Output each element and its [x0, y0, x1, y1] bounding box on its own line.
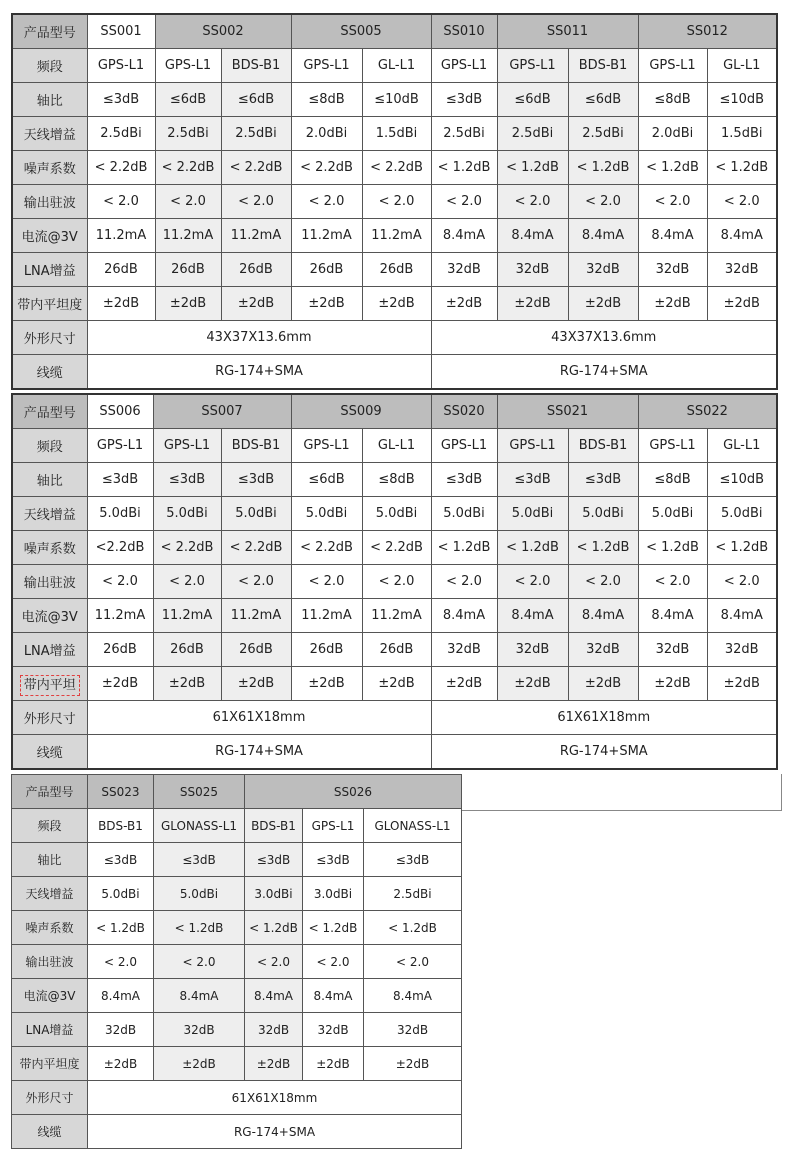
cell: 8.4mA	[497, 219, 568, 253]
row-label: LNA增益	[12, 253, 87, 287]
cell: ≤3dB	[303, 843, 364, 877]
table-row	[12, 49, 777, 83]
cell: ≤3dB	[431, 83, 497, 117]
cell: < 2.0	[87, 565, 153, 599]
cell: 8.4mA	[245, 979, 303, 1013]
table-row	[12, 185, 777, 219]
cell: < 1.2dB	[638, 531, 707, 565]
row-label: 频段	[12, 49, 87, 83]
model-name: SS002	[155, 14, 291, 49]
table-row	[12, 911, 462, 945]
cell: < 2.2dB	[87, 151, 155, 185]
cell: ≤3dB	[87, 463, 153, 497]
cell: 2.5dBi	[87, 117, 155, 151]
spec-table-1	[11, 13, 778, 390]
cell: ±2dB	[87, 667, 153, 701]
cell: ±2dB	[154, 1047, 245, 1081]
cell: < 2.0	[154, 945, 245, 979]
cell: < 2.0	[497, 565, 568, 599]
table-row	[12, 429, 777, 463]
cell: ±2dB	[707, 287, 777, 321]
cell: 2.5dBi	[364, 877, 462, 911]
cell: < 2.0	[88, 945, 154, 979]
row-label: 轴比	[12, 83, 87, 117]
cell: ±2dB	[291, 667, 362, 701]
model-name: SS012	[638, 14, 777, 49]
table-row	[12, 151, 777, 185]
cell: GPS-L1	[638, 429, 707, 463]
table-row	[12, 979, 462, 1013]
cell: < 1.2dB	[497, 531, 568, 565]
model-header-label: 产品型号	[12, 14, 87, 49]
cell: 5.0dBi	[88, 877, 154, 911]
cell: < 2.0	[87, 185, 155, 219]
table-row	[12, 735, 777, 770]
row-label: 外形尺寸	[12, 321, 87, 355]
cell: ±2dB	[497, 287, 568, 321]
row-label: 线缆	[12, 735, 87, 770]
cell: < 1.2dB	[303, 911, 364, 945]
cable-cell: RG-174+SMA	[431, 735, 777, 770]
cable-cell: RG-174+SMA	[87, 735, 431, 770]
cell: 26dB	[87, 253, 155, 287]
cell: 32dB	[497, 253, 568, 287]
cell: ≤3dB	[568, 463, 638, 497]
cell: 11.2mA	[362, 599, 431, 633]
row-label: 电流@3V	[12, 219, 87, 253]
size-cell: 43X37X13.6mm	[87, 321, 431, 355]
cell: ±2dB	[497, 667, 568, 701]
cell: GPS-L1	[638, 49, 707, 83]
cable-cell: RG-174+SMA	[88, 1115, 462, 1149]
cell: 8.4mA	[638, 219, 707, 253]
cell: ±2dB	[638, 667, 707, 701]
model-header-label: 产品型号	[12, 775, 88, 809]
row-label: 外形尺寸	[12, 701, 87, 735]
model-name: SS009	[291, 394, 431, 429]
model-row	[12, 14, 777, 49]
cell: ±2dB	[291, 287, 362, 321]
cell: ±2dB	[568, 667, 638, 701]
model-name: SS001	[87, 14, 155, 49]
cell: GPS-L1	[155, 49, 221, 83]
cell: ≤6dB	[568, 83, 638, 117]
cell: ±2dB	[88, 1047, 154, 1081]
table-row	[12, 253, 777, 287]
cell: < 1.2dB	[245, 911, 303, 945]
table-row	[12, 877, 462, 911]
cell: 11.2mA	[362, 219, 431, 253]
row-label: 电流@3V	[12, 979, 88, 1013]
cell: 11.2mA	[87, 219, 155, 253]
row-label: 轴比	[12, 843, 88, 877]
cell: 26dB	[153, 633, 221, 667]
cell: GL-L1	[362, 49, 431, 83]
cell: 2.0dBi	[291, 117, 362, 151]
cell: 2.0dBi	[638, 117, 707, 151]
table-row	[12, 117, 777, 151]
cell: ≤3dB	[245, 843, 303, 877]
cell: GLONASS-L1	[364, 809, 462, 843]
cell: ≤3dB	[154, 843, 245, 877]
cell: 3.0dBi	[245, 877, 303, 911]
cell: ±2dB	[431, 287, 497, 321]
table-row	[12, 701, 777, 735]
cell: 5.0dBi	[707, 497, 777, 531]
cell: 8.4mA	[303, 979, 364, 1013]
cell: < 2.2dB	[362, 151, 431, 185]
cell: 11.2mA	[291, 219, 362, 253]
cell: ≤10dB	[707, 83, 777, 117]
table-row	[12, 497, 777, 531]
cell: < 2.2dB	[291, 531, 362, 565]
size-cell: 61X61X18mm	[88, 1081, 462, 1115]
cell: 32dB	[568, 633, 638, 667]
table-row	[12, 83, 777, 117]
cell: GL-L1	[707, 429, 777, 463]
cell: 8.4mA	[431, 219, 497, 253]
model-name: SS020	[431, 394, 497, 429]
cell: < 2.0	[364, 945, 462, 979]
model-name: SS005	[291, 14, 431, 49]
cell: 8.4mA	[364, 979, 462, 1013]
size-cell: 43X37X13.6mm	[431, 321, 777, 355]
cell: ±2dB	[221, 667, 291, 701]
cell: 32dB	[431, 253, 497, 287]
cell: ±2dB	[303, 1047, 364, 1081]
cell: < 2.2dB	[153, 531, 221, 565]
cell: ≤8dB	[362, 463, 431, 497]
cell: 5.0dBi	[291, 497, 362, 531]
table-row	[12, 633, 777, 667]
cell: < 1.2dB	[707, 531, 777, 565]
cell: ±2dB	[245, 1047, 303, 1081]
cell: GPS-L1	[497, 49, 568, 83]
row-label: 电流@3V	[12, 599, 87, 633]
cell: ≤3dB	[87, 83, 155, 117]
cell: 26dB	[362, 253, 431, 287]
cell: 11.2mA	[155, 219, 221, 253]
cell: ≤8dB	[638, 83, 707, 117]
cell: ≤3dB	[431, 463, 497, 497]
cell: ≤10dB	[362, 83, 431, 117]
model-name: SS025	[154, 775, 245, 809]
cell: 2.5dBi	[155, 117, 221, 151]
row-label: LNA增益	[12, 1013, 88, 1047]
cell: GLONASS-L1	[154, 809, 245, 843]
table-row	[12, 843, 462, 877]
cell: ±2dB	[638, 287, 707, 321]
cell: ±2dB	[87, 287, 155, 321]
row-label: 天线增益	[12, 117, 87, 151]
cell: < 1.2dB	[707, 151, 777, 185]
cell: 11.2mA	[87, 599, 153, 633]
cell: GPS-L1	[87, 49, 155, 83]
size-cell: 61X61X18mm	[431, 701, 777, 735]
cell: < 2.0	[362, 185, 431, 219]
cell: 5.0dBi	[497, 497, 568, 531]
cell: < 1.2dB	[88, 911, 154, 945]
table-row	[12, 531, 777, 565]
table-row	[12, 219, 777, 253]
cell: 32dB	[638, 633, 707, 667]
cell: 26dB	[291, 633, 362, 667]
cell: 2.5dBi	[221, 117, 291, 151]
cell: < 2.0	[638, 565, 707, 599]
cell: ≤10dB	[707, 463, 777, 497]
cell: < 2.0	[245, 945, 303, 979]
row-label: 频段	[12, 429, 87, 463]
cell: < 1.2dB	[568, 531, 638, 565]
cell: 11.2mA	[153, 599, 221, 633]
model-name: SS007	[153, 394, 291, 429]
cell: 26dB	[221, 633, 291, 667]
row-label: 输出驻波	[12, 565, 87, 599]
cell: 2.5dBi	[431, 117, 497, 151]
cable-cell: RG-174+SMA	[431, 355, 777, 390]
cell: GPS-L1	[153, 429, 221, 463]
cell: <2.2dB	[87, 531, 153, 565]
cell: 32dB	[431, 633, 497, 667]
table-row	[12, 287, 777, 321]
cell: 32dB	[303, 1013, 364, 1047]
model-row	[12, 775, 462, 809]
cell: < 2.0	[707, 565, 777, 599]
cable-cell: RG-174+SMA	[87, 355, 431, 390]
model-header-label: 产品型号	[12, 394, 87, 429]
cell: 3.0dBi	[303, 877, 364, 911]
cell: ≤6dB	[155, 83, 221, 117]
cell: ≤6dB	[221, 83, 291, 117]
cell: BDS-B1	[568, 429, 638, 463]
cell: 32dB	[568, 253, 638, 287]
cell: 1.5dBi	[362, 117, 431, 151]
cell: < 2.2dB	[291, 151, 362, 185]
cell: 8.4mA	[431, 599, 497, 633]
cell: 5.0dBi	[362, 497, 431, 531]
cell: < 2.0	[291, 185, 362, 219]
cell: < 2.2dB	[362, 531, 431, 565]
model-name: SS021	[497, 394, 638, 429]
cell: 32dB	[497, 633, 568, 667]
row-label: 天线增益	[12, 497, 87, 531]
cell: 5.0dBi	[154, 877, 245, 911]
model-name: SS011	[497, 14, 638, 49]
model-row	[12, 394, 777, 429]
cell: < 2.0	[638, 185, 707, 219]
model-name: SS022	[638, 394, 777, 429]
model-name: SS006	[87, 394, 153, 429]
cell: 8.4mA	[568, 219, 638, 253]
cell: < 2.0	[568, 185, 638, 219]
cell: 8.4mA	[638, 599, 707, 633]
cell: BDS-B1	[221, 429, 291, 463]
cell: 11.2mA	[221, 219, 291, 253]
table-row	[12, 355, 777, 390]
cell: 32dB	[707, 253, 777, 287]
cell: < 2.0	[221, 565, 291, 599]
cell: BDS-B1	[245, 809, 303, 843]
cell: 11.2mA	[291, 599, 362, 633]
row-label: LNA增益	[12, 633, 87, 667]
cell: GPS-L1	[303, 809, 364, 843]
cell: GPS-L1	[291, 429, 362, 463]
row-label: 输出驻波	[12, 945, 88, 979]
table-row	[12, 1013, 462, 1047]
cell: < 2.0	[431, 185, 497, 219]
cell: 26dB	[362, 633, 431, 667]
cell: ≤6dB	[291, 463, 362, 497]
table-row	[12, 945, 462, 979]
cell: < 1.2dB	[638, 151, 707, 185]
cell: GPS-L1	[431, 429, 497, 463]
cell: 26dB	[221, 253, 291, 287]
cell: ±2dB	[364, 1047, 462, 1081]
spec-table-2	[11, 393, 778, 770]
row-label: 噪声系数	[12, 531, 87, 565]
cell: 32dB	[245, 1013, 303, 1047]
cell: < 2.0	[221, 185, 291, 219]
cell: ±2dB	[153, 667, 221, 701]
cell: 8.4mA	[88, 979, 154, 1013]
row-label: 线缆	[12, 355, 87, 390]
cell: < 2.0	[707, 185, 777, 219]
cell: 2.5dBi	[568, 117, 638, 151]
cell: ±2dB	[568, 287, 638, 321]
row-label: 输出驻波	[12, 185, 87, 219]
cell: 32dB	[638, 253, 707, 287]
cell: < 1.2dB	[154, 911, 245, 945]
cell: 26dB	[155, 253, 221, 287]
cell: < 2.2dB	[221, 151, 291, 185]
model-name: SS023	[88, 775, 154, 809]
cell: ±2dB	[431, 667, 497, 701]
cell: BDS-B1	[568, 49, 638, 83]
cell: < 2.0	[153, 565, 221, 599]
cell: < 2.0	[155, 185, 221, 219]
cell: < 2.2dB	[155, 151, 221, 185]
cell: ±2dB	[155, 287, 221, 321]
divider	[462, 810, 782, 811]
cell: BDS-B1	[221, 49, 291, 83]
cell: ≤3dB	[497, 463, 568, 497]
cell: ±2dB	[362, 667, 431, 701]
table-row	[12, 667, 777, 701]
cell: 8.4mA	[707, 599, 777, 633]
cell: < 2.0	[303, 945, 364, 979]
cell: GL-L1	[707, 49, 777, 83]
cell: < 2.0	[291, 565, 362, 599]
cell: BDS-B1	[88, 809, 154, 843]
cell: 5.0dBi	[568, 497, 638, 531]
cell: < 1.2dB	[431, 151, 497, 185]
row-label: 带内平坦度	[12, 1047, 88, 1081]
model-name: SS010	[431, 14, 497, 49]
cell: 8.4mA	[497, 599, 568, 633]
cell: < 2.0	[362, 565, 431, 599]
row-label: 噪声系数	[12, 151, 87, 185]
cell: 5.0dBi	[153, 497, 221, 531]
cell: ≤6dB	[497, 83, 568, 117]
row-label-text: 带内平坦	[20, 675, 80, 696]
cell: 8.4mA	[707, 219, 777, 253]
table-row	[12, 1115, 462, 1149]
cell: < 2.0	[431, 565, 497, 599]
cell: GPS-L1	[291, 49, 362, 83]
cell: 5.0dBi	[431, 497, 497, 531]
table-row	[12, 599, 777, 633]
cell: ≤3dB	[364, 843, 462, 877]
cell: 8.4mA	[568, 599, 638, 633]
cell: 1.5dBi	[707, 117, 777, 151]
cell: < 2.0	[497, 185, 568, 219]
row-label	[12, 667, 87, 701]
cell: 5.0dBi	[638, 497, 707, 531]
cell: GPS-L1	[497, 429, 568, 463]
table-row	[12, 1047, 462, 1081]
row-label: 带内平坦度	[12, 287, 87, 321]
table-row	[12, 1081, 462, 1115]
row-label: 轴比	[12, 463, 87, 497]
table-row	[12, 809, 462, 843]
cell: 8.4mA	[154, 979, 245, 1013]
empty-header-area	[462, 774, 782, 811]
cell: < 1.2dB	[431, 531, 497, 565]
cell: ≤8dB	[638, 463, 707, 497]
size-cell: 61X61X18mm	[87, 701, 431, 735]
table-row	[12, 565, 777, 599]
cell: ≤8dB	[291, 83, 362, 117]
row-label: 天线增益	[12, 877, 88, 911]
row-label: 外形尺寸	[12, 1081, 88, 1115]
model-name: SS026	[245, 775, 462, 809]
row-label: 噪声系数	[12, 911, 88, 945]
cell: GPS-L1	[87, 429, 153, 463]
cell: GPS-L1	[431, 49, 497, 83]
row-label: 线缆	[12, 1115, 88, 1149]
cell: 32dB	[707, 633, 777, 667]
cell: 26dB	[291, 253, 362, 287]
cell: ≤3dB	[88, 843, 154, 877]
table-row	[12, 321, 777, 355]
row-label: 频段	[12, 809, 88, 843]
cell: 32dB	[154, 1013, 245, 1047]
cell: 32dB	[364, 1013, 462, 1047]
cell: 32dB	[88, 1013, 154, 1047]
cell: GL-L1	[362, 429, 431, 463]
cell: < 1.2dB	[497, 151, 568, 185]
cell: 11.2mA	[221, 599, 291, 633]
cell: 5.0dBi	[87, 497, 153, 531]
cell: ≤3dB	[221, 463, 291, 497]
cell: ±2dB	[221, 287, 291, 321]
cell: 26dB	[87, 633, 153, 667]
cell: 5.0dBi	[221, 497, 291, 531]
cell: ±2dB	[362, 287, 431, 321]
cell: 2.5dBi	[497, 117, 568, 151]
cell: < 1.2dB	[568, 151, 638, 185]
cell: ≤3dB	[153, 463, 221, 497]
cell: ±2dB	[707, 667, 777, 701]
cell: < 2.2dB	[221, 531, 291, 565]
spec-table-3	[11, 774, 462, 1149]
cell: < 1.2dB	[364, 911, 462, 945]
cell: < 2.0	[568, 565, 638, 599]
table-row	[12, 463, 777, 497]
